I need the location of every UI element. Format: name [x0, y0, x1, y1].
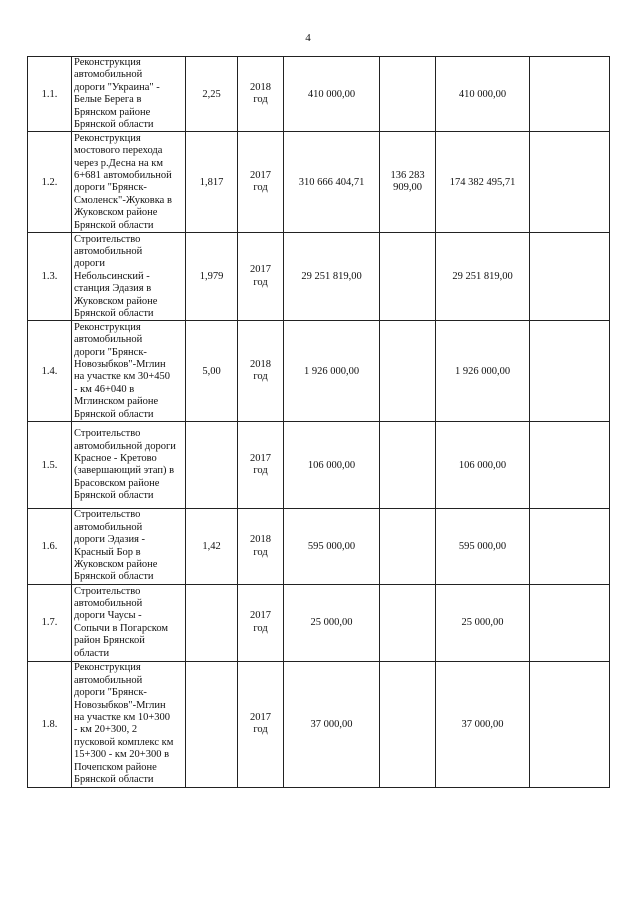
- object-name: Строительство автомобильной дороги Красное - Кретово (завершающий этап) в Брасовском районе Брянской области: [72, 422, 186, 509]
- year: 2018 год: [238, 57, 284, 132]
- total-amount: 29 251 819,00: [284, 233, 380, 321]
- total-amount: 106 000,00: [284, 422, 380, 509]
- year: 2017 год: [238, 233, 284, 321]
- table-row: [28, 422, 610, 509]
- row-number: 1.5.: [28, 422, 72, 509]
- federal-amount: [380, 321, 436, 422]
- regional-amount: 410 000,00: [436, 57, 530, 132]
- table-row: [28, 132, 610, 233]
- row-number: 1.7.: [28, 584, 72, 661]
- regional-amount: 29 251 819,00: [436, 233, 530, 321]
- table-row: [28, 321, 610, 422]
- total-amount: 310 666 404,71: [284, 132, 380, 233]
- total-amount: 1 926 000,00: [284, 321, 380, 422]
- row-number: 1.1.: [28, 57, 72, 132]
- extra-cell: [530, 584, 610, 661]
- total-amount: 37 000,00: [284, 661, 380, 787]
- extra-cell: [530, 233, 610, 321]
- table-row: [28, 509, 610, 584]
- object-name: Реконструкция мостового перехода через р.Десна на км 6+681 автомобильной дороги "Брянск- Смоленск"-Жуковка в Жуковском районе Брянской области: [72, 132, 186, 233]
- regional-amount: 25 000,00: [436, 584, 530, 661]
- object-name: Реконструкция автомобильной дороги "Украина" - Белые Берега в Брянском районе Брянской области: [72, 57, 186, 132]
- extra-cell: [530, 509, 610, 584]
- total-amount: 410 000,00: [284, 57, 380, 132]
- length-km: 2,25: [186, 57, 238, 132]
- length-km: 5,00: [186, 321, 238, 422]
- extra-cell: [530, 661, 610, 787]
- row-number: 1.2.: [28, 132, 72, 233]
- total-amount: 595 000,00: [284, 509, 380, 584]
- federal-amount: [380, 661, 436, 787]
- year: 2017 год: [238, 661, 284, 787]
- federal-amount: [380, 233, 436, 321]
- year: 2018 год: [238, 509, 284, 584]
- program-table: [27, 56, 610, 788]
- federal-amount: 136 283 909,00: [380, 132, 436, 233]
- federal-amount: [380, 584, 436, 661]
- year: 2017 год: [238, 422, 284, 509]
- object-name: Реконструкция автомобильной дороги "Брянск- Новозыбков"-Мглин на участке км 10+300 - км 20+300, 2 пусковой комплекс км 15+300 - км 20+300 в Почепском районе Брянской области: [72, 661, 186, 787]
- regional-amount: 1 926 000,00: [436, 321, 530, 422]
- federal-amount: [380, 422, 436, 509]
- year: 2017 год: [238, 584, 284, 661]
- row-number: 1.4.: [28, 321, 72, 422]
- extra-cell: [530, 321, 610, 422]
- row-number: 1.8.: [28, 661, 72, 787]
- length-km: 1,979: [186, 233, 238, 321]
- length-km: [186, 584, 238, 661]
- object-name: Строительство автомобильной дороги Чаусы - Сопычи в Погарском район Брянской области: [72, 584, 186, 661]
- object-name: Реконструкция автомобильной дороги "Брянск- Новозыбков"-Мглин на участке км 30+450 - км 46+040 в Мглинском районе Брянской области: [72, 321, 186, 422]
- table-row: [28, 584, 610, 661]
- regional-amount: 106 000,00: [436, 422, 530, 509]
- total-amount: 25 000,00: [284, 584, 380, 661]
- object-name: Строительство автомобильной дороги Эдазия - Красный Бор в Жуковском районе Брянской области: [72, 509, 186, 584]
- object-name: Строительство автомобильной дороги Небольсинский - станция Эдазия в Жуковском районе Брянской области: [72, 233, 186, 321]
- length-km: 1,817: [186, 132, 238, 233]
- regional-amount: 174 382 495,71: [436, 132, 530, 233]
- length-km: 1,42: [186, 509, 238, 584]
- regional-amount: 37 000,00: [436, 661, 530, 787]
- table-row: [28, 57, 610, 132]
- regional-amount: 595 000,00: [436, 509, 530, 584]
- year: 2017 год: [238, 132, 284, 233]
- table-row: [28, 661, 610, 787]
- extra-cell: [530, 57, 610, 132]
- federal-amount: [380, 57, 436, 132]
- federal-amount: [380, 509, 436, 584]
- year: 2018 год: [238, 321, 284, 422]
- table-row: [28, 233, 610, 321]
- row-number: 1.3.: [28, 233, 72, 321]
- length-km: [186, 661, 238, 787]
- page-number: 4: [305, 32, 311, 44]
- length-km: [186, 422, 238, 509]
- row-number: 1.6.: [28, 509, 72, 584]
- extra-cell: [530, 422, 610, 509]
- extra-cell: [530, 132, 610, 233]
